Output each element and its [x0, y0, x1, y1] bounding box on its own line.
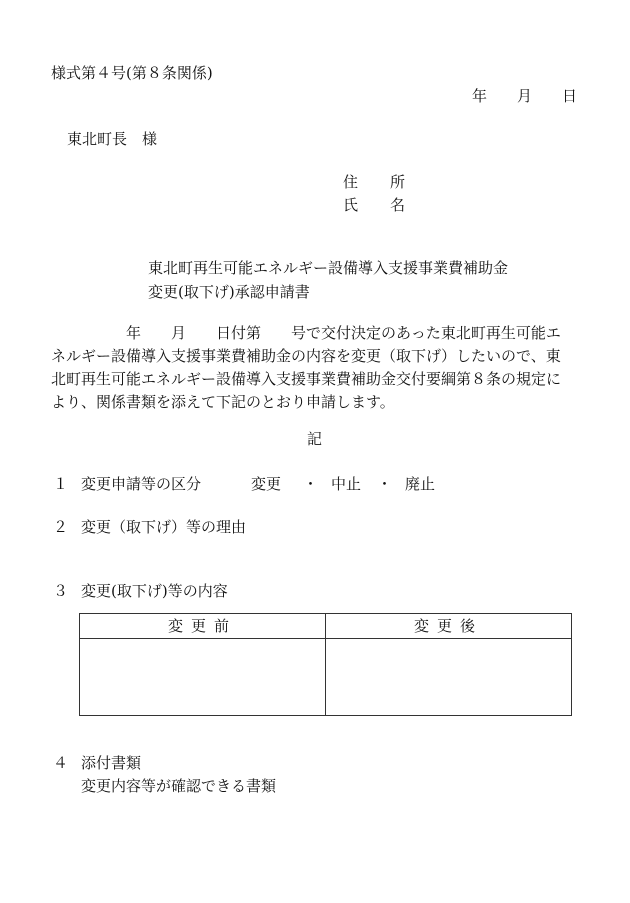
name-field [343, 198, 405, 213]
cell-before [80, 639, 326, 716]
header-after: 変更後 [326, 614, 572, 639]
item-1-change-category [53, 477, 435, 492]
ki-heading: 記 [307, 430, 323, 448]
item-4-label: 添付書類 [81, 754, 142, 772]
body-line-4: より、関係書類を添えて下記のとおり申請します。 [51, 393, 395, 411]
date-year-label: 年 [472, 87, 488, 105]
option-separator-1: ・ [303, 475, 319, 493]
option-abolish: 廃止 [405, 475, 436, 493]
name-label-2: 名 [390, 196, 406, 214]
body-line-1: 年 月 日付第 号で交付決定のあった東北町再生可能エ [51, 324, 561, 342]
option-cancel: 中止 [331, 475, 362, 493]
change-table-header-row [80, 614, 572, 639]
item-2-number: ２ [53, 518, 69, 536]
option-change: 変更 [251, 475, 282, 493]
document-title-line1: 東北町再生可能エネルギー設備導入支援事業費補助金 [148, 259, 509, 277]
addressee: 東北町長 様 [67, 130, 158, 148]
item-3-number: ３ [53, 582, 69, 600]
item-2-label: 変更（取下げ）等の理由 [81, 518, 247, 536]
option-separator-2: ・ [377, 475, 393, 493]
address-field [343, 175, 405, 190]
date-line [472, 89, 577, 104]
form-number: 様式第４号(第８条関係) [51, 64, 213, 82]
address-label-2: 所 [390, 173, 406, 191]
body-line-2: ネルギー設備導入支援事業費補助金の内容を変更（取下げ）したいので、東 [51, 347, 561, 365]
change-table [79, 613, 572, 716]
cell-after [326, 639, 572, 716]
item-4-attachments [53, 756, 141, 771]
item-4-sub: 変更内容等が確認できる書類 [81, 777, 277, 795]
item-3-label: 変更(取下げ)等の内容 [81, 582, 228, 600]
date-day-label: 日 [562, 87, 578, 105]
name-label-1: 氏 [343, 196, 359, 214]
header-before: 変更前 [80, 614, 326, 639]
item-1-label: 変更申請等の区分 [81, 475, 202, 493]
document-title-line2: 変更(取下げ)承認申請書 [148, 283, 310, 301]
address-label-1: 住 [343, 173, 359, 191]
item-2-reason [53, 520, 246, 535]
item-4-number: ４ [53, 754, 69, 772]
date-month-label: 月 [517, 87, 533, 105]
item-1-number: １ [53, 475, 69, 493]
body-line-3: 北町再生可能エネルギー設備導入支援事業費補助金交付要綱第８条の規定に [51, 370, 562, 388]
change-table-body-row [80, 639, 572, 716]
item-3-contents [53, 584, 228, 599]
